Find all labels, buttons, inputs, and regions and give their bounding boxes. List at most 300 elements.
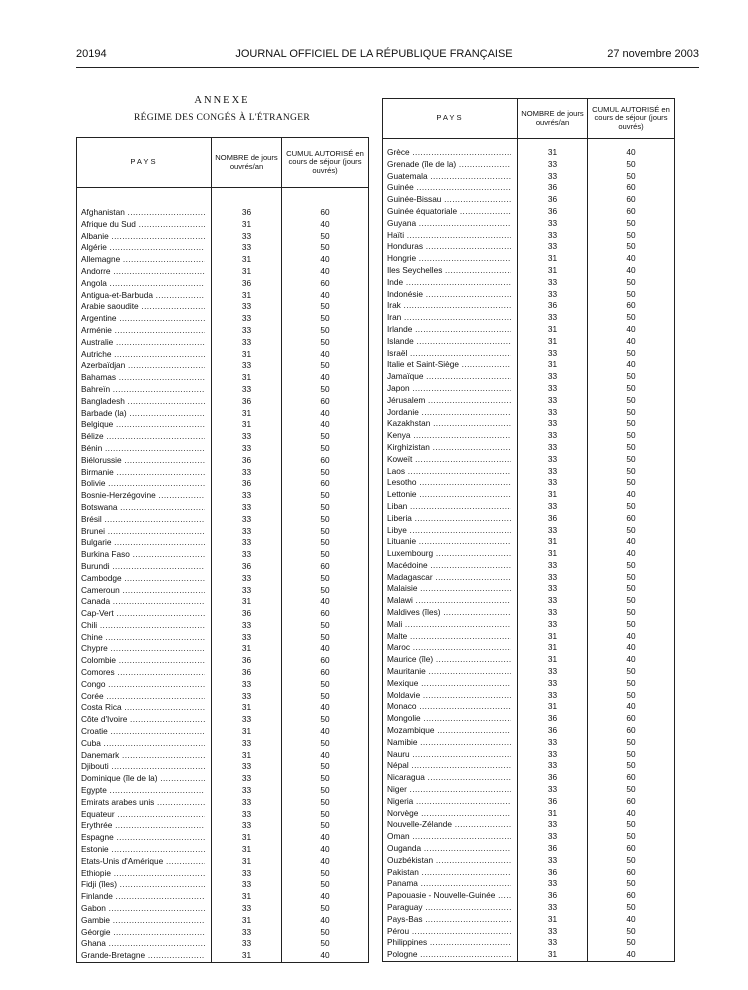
jours-value: 33 — [518, 831, 588, 843]
country-cell — [77, 950, 212, 962]
jours-value: 33 — [518, 289, 588, 301]
cumul-value: 50 — [588, 560, 675, 572]
table-row — [77, 620, 369, 632]
table-row — [77, 455, 369, 467]
cumul-value: 40 — [282, 915, 369, 927]
country-cell — [383, 277, 518, 289]
country-name: Irak ..... — [387, 300, 511, 312]
jours-value: 31 — [518, 631, 588, 643]
cumul-value: 50 — [282, 360, 369, 372]
country-cell — [77, 360, 212, 372]
cumul-value: 50 — [282, 797, 369, 809]
cumul-value: 40 — [282, 891, 369, 903]
table-row — [383, 477, 675, 489]
country-name: Guatemala ..... — [387, 171, 511, 183]
jours-value: 31 — [212, 408, 282, 420]
cumul-value: 60 — [282, 608, 369, 620]
country-name: Chine ..... — [81, 632, 205, 644]
jours-value: 36 — [212, 561, 282, 573]
table-row — [383, 230, 675, 242]
country-name: Croatie ..... — [81, 726, 205, 738]
country-cell — [383, 454, 518, 466]
column-header-nombre: NOMBRE de jours ouvrés/an — [212, 138, 282, 188]
table-row — [383, 289, 675, 301]
table-row — [77, 596, 369, 608]
cumul-value: 50 — [282, 714, 369, 726]
cumul-value: 50 — [588, 784, 675, 796]
country-name: Guinée ..... — [387, 182, 511, 194]
jours-value: 31 — [518, 265, 588, 277]
jours-value: 31 — [212, 349, 282, 361]
leave-table-left-body — [77, 188, 369, 963]
cumul-value: 50 — [282, 879, 369, 891]
jours-value: 33 — [518, 878, 588, 890]
country-name: Dominique (île de la) ..... — [81, 773, 205, 785]
country-name: Grenade (île de la) ..... — [387, 159, 511, 171]
cumul-value: 60 — [282, 396, 369, 408]
jours-value: 33 — [212, 620, 282, 632]
country-cell — [77, 526, 212, 538]
table-row — [77, 856, 369, 868]
table-row — [77, 726, 369, 738]
table-row — [77, 844, 369, 856]
country-cell — [77, 537, 212, 549]
country-cell — [383, 418, 518, 430]
country-cell — [77, 726, 212, 738]
country-name: Equateur ..... — [81, 809, 205, 821]
jours-value: 33 — [212, 903, 282, 915]
country-name: Australie ..... — [81, 337, 205, 349]
country-cell — [77, 313, 212, 325]
country-cell — [383, 265, 518, 277]
jours-value: 33 — [518, 477, 588, 489]
country-name: Islande ..... — [387, 336, 511, 348]
country-name: Pays-Bas ..... — [387, 914, 511, 926]
jours-value: 33 — [212, 360, 282, 372]
country-name: Koweït ..... — [387, 454, 511, 466]
cumul-value: 60 — [588, 713, 675, 725]
country-cell — [383, 607, 518, 619]
table-row — [77, 738, 369, 750]
table-row — [77, 573, 369, 585]
country-name: Paraguay ..... — [387, 902, 511, 914]
table-row — [383, 749, 675, 761]
jours-value: 31 — [212, 844, 282, 856]
cumul-value: 50 — [588, 902, 675, 914]
country-name: Malte ..... — [387, 631, 511, 643]
cumul-value: 40 — [282, 254, 369, 266]
table-row — [77, 490, 369, 502]
country-name: Algérie ..... — [81, 242, 205, 254]
country-cell — [77, 514, 212, 526]
cumul-value: 50 — [282, 490, 369, 502]
country-cell — [383, 914, 518, 926]
country-name: Kazakhstan ..... — [387, 418, 511, 430]
country-name: Lituanie ..... — [387, 536, 511, 548]
cumul-value: 50 — [282, 632, 369, 644]
cumul-value: 50 — [588, 607, 675, 619]
jours-value: 31 — [212, 372, 282, 384]
table-row — [77, 408, 369, 420]
cumul-value: 50 — [282, 927, 369, 939]
cumul-value: 40 — [282, 702, 369, 714]
leave-table-right — [382, 98, 675, 962]
country-name: Angola ..... — [81, 278, 205, 290]
jours-value: 33 — [518, 583, 588, 595]
cumul-value: 50 — [588, 383, 675, 395]
table-row — [383, 194, 675, 206]
country-cell — [77, 915, 212, 927]
country-name: Danemark ..... — [81, 750, 205, 762]
table-row — [383, 949, 675, 961]
table-row — [383, 324, 675, 336]
jours-value: 31 — [212, 856, 282, 868]
cumul-value: 60 — [588, 772, 675, 784]
country-name: Mali ..... — [387, 619, 511, 631]
table-row — [383, 513, 675, 525]
country-cell — [383, 348, 518, 360]
country-cell — [383, 831, 518, 843]
table-row — [77, 950, 369, 962]
jours-value: 33 — [518, 277, 588, 289]
cumul-value: 50 — [588, 395, 675, 407]
table-row — [383, 536, 675, 548]
country-name: Brunei ..... — [81, 526, 205, 538]
country-cell — [383, 513, 518, 525]
table-row — [383, 454, 675, 466]
table-row — [77, 561, 369, 573]
jours-value: 33 — [212, 585, 282, 597]
jours-value: 33 — [212, 502, 282, 514]
jours-value: 33 — [518, 760, 588, 772]
country-cell — [383, 442, 518, 454]
country-name: Bahamas ..... — [81, 372, 205, 384]
cumul-value: 40 — [282, 349, 369, 361]
country-name: Bosnie-Herzégovine ..... — [81, 490, 205, 502]
table-row — [77, 714, 369, 726]
jours-value: 33 — [212, 761, 282, 773]
country-name: Afrique du Sud ..... — [81, 219, 205, 231]
table-row — [77, 927, 369, 939]
country-name: Cuba ..... — [81, 738, 205, 750]
cumul-value: 50 — [282, 938, 369, 950]
table-row — [77, 349, 369, 361]
table-row — [77, 290, 369, 302]
cumul-value: 60 — [588, 194, 675, 206]
country-name: Papouasie - Nouvelle-Guinée ..... — [387, 890, 511, 902]
cumul-value: 40 — [588, 536, 675, 548]
jours-value: 31 — [518, 359, 588, 371]
country-name: Egypte ..... — [81, 785, 205, 797]
country-cell — [77, 938, 212, 950]
column-header-pays: PAYS — [383, 99, 518, 139]
table-row — [77, 443, 369, 455]
table-row — [383, 796, 675, 808]
cumul-value: 50 — [588, 831, 675, 843]
jours-value: 31 — [518, 654, 588, 666]
country-cell — [77, 856, 212, 868]
cumul-value: 50 — [282, 903, 369, 915]
country-cell — [383, 867, 518, 879]
cumul-value: 50 — [588, 619, 675, 631]
jours-value: 33 — [518, 383, 588, 395]
country-name: Finlande ..... — [81, 891, 205, 903]
table-row — [383, 159, 675, 171]
country-name: Philippines ..... — [387, 937, 511, 949]
cumul-value: 50 — [282, 809, 369, 821]
jours-value: 33 — [212, 313, 282, 325]
country-name: Jérusalem ..... — [387, 395, 511, 407]
cumul-value: 50 — [588, 583, 675, 595]
country-cell — [383, 536, 518, 548]
country-cell — [77, 691, 212, 703]
country-name: Cap-Vert ..... — [81, 608, 205, 620]
cumul-value: 50 — [282, 868, 369, 880]
country-name: Arabie saoudite ..... — [81, 301, 205, 313]
table-row — [383, 171, 675, 183]
country-cell — [77, 608, 212, 620]
jours-value: 33 — [518, 454, 588, 466]
cumul-value: 50 — [282, 502, 369, 514]
table-row — [77, 809, 369, 821]
country-cell — [383, 407, 518, 419]
cumul-value: 40 — [588, 489, 675, 501]
table-row — [383, 218, 675, 230]
table-row — [77, 797, 369, 809]
country-name: Albanie ..... — [81, 231, 205, 243]
country-cell — [77, 467, 212, 479]
cumul-value: 50 — [588, 289, 675, 301]
cumul-value: 40 — [588, 548, 675, 560]
country-cell — [77, 337, 212, 349]
cumul-value: 50 — [588, 312, 675, 324]
cumul-value: 40 — [282, 372, 369, 384]
jours-value: 33 — [518, 371, 588, 383]
country-cell — [383, 466, 518, 478]
country-cell — [77, 502, 212, 514]
country-name: Burkina Faso ..... — [81, 549, 205, 561]
table-row — [77, 832, 369, 844]
country-cell — [383, 525, 518, 537]
country-name: Burundi ..... — [81, 561, 205, 573]
country-name: Autriche ..... — [81, 349, 205, 361]
table-row — [383, 760, 675, 772]
jours-value: 33 — [518, 159, 588, 171]
jours-value: 31 — [518, 914, 588, 926]
cumul-value: 60 — [282, 278, 369, 290]
jours-value: 33 — [518, 902, 588, 914]
country-cell — [383, 241, 518, 253]
country-name: Birmanie ..... — [81, 467, 205, 479]
country-name: Liban ..... — [387, 501, 511, 513]
table-row — [383, 937, 675, 949]
jours-value: 33 — [518, 926, 588, 938]
country-cell — [383, 678, 518, 690]
cumul-value: 50 — [282, 431, 369, 443]
country-cell — [383, 501, 518, 513]
table-row — [77, 467, 369, 479]
cumul-value: 50 — [588, 466, 675, 478]
cumul-value: 50 — [588, 501, 675, 513]
table-row — [383, 206, 675, 218]
country-name: Guyana ..... — [387, 218, 511, 230]
table-row — [383, 371, 675, 383]
cumul-value: 50 — [282, 325, 369, 337]
table-row — [383, 631, 675, 643]
country-name: Grèce ..... — [387, 147, 511, 159]
country-name: Botswana ..... — [81, 502, 205, 514]
country-cell — [77, 832, 212, 844]
country-cell — [383, 147, 518, 159]
country-name: Bulgarie ..... — [81, 537, 205, 549]
table-row — [77, 938, 369, 950]
cumul-value: 60 — [282, 667, 369, 679]
jours-value: 33 — [518, 466, 588, 478]
country-cell — [77, 596, 212, 608]
jours-value: 33 — [212, 809, 282, 821]
jours-value: 36 — [518, 725, 588, 737]
cumul-value: 60 — [282, 207, 369, 219]
cumul-value: 40 — [282, 832, 369, 844]
table-row — [77, 337, 369, 349]
jours-value: 31 — [518, 808, 588, 820]
table-row — [77, 773, 369, 785]
jours-value: 33 — [518, 749, 588, 761]
jours-value: 31 — [518, 253, 588, 265]
country-name: Guinée équatoriale ..... — [387, 206, 511, 218]
table-row — [77, 478, 369, 490]
country-name: Luxembourg ..... — [387, 548, 511, 560]
cumul-value: 40 — [588, 914, 675, 926]
country-cell — [383, 371, 518, 383]
country-name: Maroc ..... — [387, 642, 511, 654]
country-name: Mexique ..... — [387, 678, 511, 690]
jours-value: 31 — [518, 949, 588, 961]
table-row — [383, 525, 675, 537]
cumul-value: 50 — [588, 572, 675, 584]
cumul-value: 50 — [588, 454, 675, 466]
jours-value: 33 — [212, 526, 282, 538]
country-cell — [77, 301, 212, 313]
jours-value: 33 — [212, 242, 282, 254]
jours-value: 33 — [518, 501, 588, 513]
cumul-value: 50 — [588, 407, 675, 419]
jours-value: 33 — [212, 514, 282, 526]
cumul-value: 60 — [282, 561, 369, 573]
column-header-cumul: CUMUL AUTORISÉ en cours de séjour (jours ouvrés) — [282, 138, 369, 188]
table-row — [383, 241, 675, 253]
jours-value: 33 — [518, 666, 588, 678]
jours-value: 33 — [518, 407, 588, 419]
country-cell — [77, 903, 212, 915]
table-row — [383, 843, 675, 855]
table-row — [77, 231, 369, 243]
country-name: Emirats arabes unis ..... — [81, 797, 205, 809]
jours-value: 33 — [212, 632, 282, 644]
jours-value: 33 — [518, 312, 588, 324]
table-row — [383, 442, 675, 454]
table-row — [383, 430, 675, 442]
country-cell — [77, 927, 212, 939]
country-cell — [77, 254, 212, 266]
table-row — [383, 666, 675, 678]
country-cell — [77, 478, 212, 490]
country-cell — [383, 949, 518, 961]
cumul-value: 50 — [282, 820, 369, 832]
country-name: Maurice (île) ..... — [387, 654, 511, 666]
jours-value: 33 — [518, 171, 588, 183]
table-row — [383, 678, 675, 690]
table-row — [77, 667, 369, 679]
country-cell — [383, 182, 518, 194]
table-row — [383, 595, 675, 607]
table-row — [77, 879, 369, 891]
cumul-value: 50 — [588, 477, 675, 489]
header-rule — [76, 67, 699, 68]
country-name: Etats-Unis d'Amérique ..... — [81, 856, 205, 868]
country-cell — [77, 384, 212, 396]
country-cell — [383, 631, 518, 643]
table-row — [77, 702, 369, 714]
table-row — [77, 419, 369, 431]
jours-value: 33 — [212, 431, 282, 443]
country-name: Irlande ..... — [387, 324, 511, 336]
country-name: Brésil ..... — [81, 514, 205, 526]
table-row — [77, 254, 369, 266]
country-name: Nauru ..... — [387, 749, 511, 761]
jours-value: 33 — [518, 937, 588, 949]
country-cell — [383, 926, 518, 938]
cumul-value: 40 — [282, 844, 369, 856]
country-name: Mauritanie ..... — [387, 666, 511, 678]
table-row — [383, 831, 675, 843]
country-cell — [77, 443, 212, 455]
table-row — [383, 583, 675, 595]
country-name: Chili ..... — [81, 620, 205, 632]
table-row — [383, 312, 675, 324]
jours-value: 33 — [518, 525, 588, 537]
column-header-pays: PAYS — [77, 138, 212, 188]
country-name: Nouvelle-Zélande ..... — [387, 819, 511, 831]
table-row — [77, 679, 369, 691]
table-row — [383, 607, 675, 619]
country-cell — [77, 242, 212, 254]
jours-value: 33 — [212, 337, 282, 349]
jours-value: 33 — [518, 595, 588, 607]
cumul-value: 60 — [588, 725, 675, 737]
country-cell — [383, 737, 518, 749]
jours-value: 33 — [518, 218, 588, 230]
country-name: Inde ..... — [387, 277, 511, 289]
country-name: Honduras ..... — [387, 241, 511, 253]
jours-value: 33 — [212, 785, 282, 797]
cumul-value: 50 — [588, 171, 675, 183]
country-name: Gambie ..... — [81, 915, 205, 927]
journal-title: JOURNAL OFFICIEL DE LA RÉPUBLIQUE FRANÇAISE — [235, 48, 513, 60]
table-row — [383, 348, 675, 360]
cumul-value: 50 — [588, 926, 675, 938]
country-cell — [383, 253, 518, 265]
table-row — [77, 502, 369, 514]
country-name: Bangladesh ..... — [81, 396, 205, 408]
publication-date: 27 novembre 2003 — [607, 48, 699, 60]
country-cell — [383, 890, 518, 902]
table-row — [77, 691, 369, 703]
country-name: Nigeria ..... — [387, 796, 511, 808]
country-cell — [77, 620, 212, 632]
cumul-value: 60 — [282, 478, 369, 490]
table-row — [383, 725, 675, 737]
